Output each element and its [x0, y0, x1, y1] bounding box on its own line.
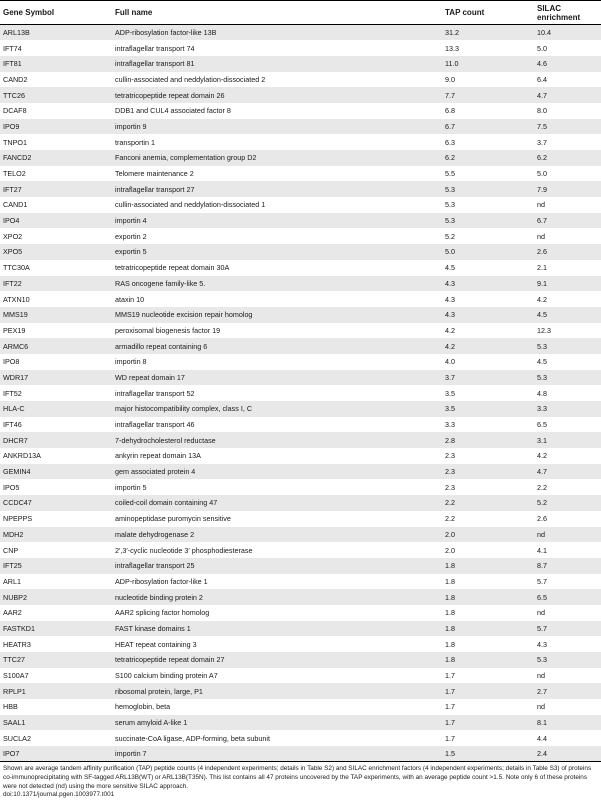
table-row [0, 464, 601, 480]
table-row [0, 542, 601, 558]
tap-count-cell: 1.8 [442, 589, 534, 605]
gene-symbol-cell: NUBP2 [0, 589, 112, 605]
table-row [0, 370, 601, 386]
tap-count-cell: 1.8 [442, 574, 534, 590]
tap-count-cell: 1.7 [442, 715, 534, 731]
table-row [0, 87, 601, 103]
table-header [0, 1, 601, 25]
tap-count-cell: 13.3 [442, 40, 534, 56]
tap-count-cell: 1.7 [442, 730, 534, 746]
silac-enrichment-cell: nd [534, 668, 601, 684]
full-name-cell: importin 5 [112, 479, 442, 495]
tap-count-cell: 6.2 [442, 150, 534, 166]
full-name-cell: intraflagellar transport 52 [112, 385, 442, 401]
full-name-cell: hemoglobin, beta [112, 699, 442, 715]
tap-count-cell: 3.5 [442, 401, 534, 417]
table-row [0, 244, 601, 260]
silac-enrichment-cell: 2.4 [534, 746, 601, 762]
table-row [0, 103, 601, 119]
full-name-cell: tetratricopeptide repeat domain 30A [112, 260, 442, 276]
full-name-cell: importin 9 [112, 119, 442, 135]
tap-count-cell: 2.3 [442, 479, 534, 495]
silac-enrichment-cell: 4.5 [534, 354, 601, 370]
silac-enrichment-cell: 5.3 [534, 652, 601, 668]
silac-enrichment-cell: 5.2 [534, 495, 601, 511]
full-name-cell: S100 calcium binding protein A7 [112, 668, 442, 684]
silac-enrichment-cell: 3.1 [534, 432, 601, 448]
gene-symbol-cell: IPO8 [0, 354, 112, 370]
silac-enrichment-cell: 8.7 [534, 558, 601, 574]
tap-count-cell: 5.5 [442, 166, 534, 182]
table-row [0, 511, 601, 527]
silac-enrichment-cell: 12.3 [534, 323, 601, 339]
table-row [0, 276, 601, 292]
gene-symbol-cell: MDH2 [0, 527, 112, 543]
table-row [0, 621, 601, 637]
gene-symbol-cell: SAAL1 [0, 715, 112, 731]
tap-count-cell: 2.3 [442, 464, 534, 480]
silac-enrichment-cell: 4.2 [534, 448, 601, 464]
table-row [0, 307, 601, 323]
full-name-cell: nucleotide binding protein 2 [112, 589, 442, 605]
full-name-cell: ADP-ribosylation factor-like 13B [112, 25, 442, 41]
table-row [0, 495, 601, 511]
gene-symbol-cell: ARL13B [0, 25, 112, 41]
full-name-cell: importin 4 [112, 213, 442, 229]
tap-count-cell: 2.2 [442, 511, 534, 527]
gene-symbol-cell: IFT27 [0, 181, 112, 197]
tap-count-cell: 11.0 [442, 56, 534, 72]
gene-symbol-cell: FASTKD1 [0, 621, 112, 637]
gene-symbol-cell: XPO2 [0, 228, 112, 244]
table-row [0, 166, 601, 182]
full-name-cell: WD repeat domain 17 [112, 370, 442, 386]
table-row [0, 134, 601, 150]
tap-count-cell: 1.7 [442, 668, 534, 684]
table-row [0, 197, 601, 213]
gene-symbol-cell: CAND1 [0, 197, 112, 213]
tap-count-cell: 1.8 [442, 636, 534, 652]
table-row [0, 401, 601, 417]
silac-enrichment-cell: 5.7 [534, 574, 601, 590]
silac-enrichment-cell: 6.5 [534, 417, 601, 433]
header-full-name: Full name [112, 1, 442, 25]
table-row [0, 385, 601, 401]
full-name-cell: intraflagellar transport 27 [112, 181, 442, 197]
table-row [0, 260, 601, 276]
full-name-cell: intraflagellar transport 25 [112, 558, 442, 574]
silac-enrichment-cell: 3.7 [534, 134, 601, 150]
table-row [0, 150, 601, 166]
tap-count-cell: 1.8 [442, 652, 534, 668]
gene-symbol-cell: HEATR3 [0, 636, 112, 652]
silac-enrichment-cell: 5.3 [534, 370, 601, 386]
silac-enrichment-cell: 2.2 [534, 479, 601, 495]
silac-enrichment-cell: 6.2 [534, 150, 601, 166]
full-name-cell: aminopeptidase puromycin sensitive [112, 511, 442, 527]
gene-symbol-cell: TELO2 [0, 166, 112, 182]
tap-count-cell: 2.8 [442, 432, 534, 448]
full-name-cell: Telomere maintenance 2 [112, 166, 442, 182]
silac-enrichment-cell: 7.5 [534, 119, 601, 135]
tap-count-cell: 2.0 [442, 527, 534, 543]
table-body [0, 25, 601, 762]
silac-enrichment-cell: 4.1 [534, 542, 601, 558]
gene-symbol-cell: AAR2 [0, 605, 112, 621]
silac-enrichment-cell: 9.1 [534, 276, 601, 292]
tap-count-cell: 3.5 [442, 385, 534, 401]
table-row [0, 417, 601, 433]
gene-symbol-cell: WDR17 [0, 370, 112, 386]
tap-count-cell: 4.2 [442, 338, 534, 354]
table-row [0, 338, 601, 354]
full-name-cell: ribosomal protein, large, P1 [112, 683, 442, 699]
footnote-text: Shown are average tandem affinity purification (TAP) peptide counts (4 independent experiments; details in Table S2) and SILAC enrichment factors (4 independent experiments; details in Table S3) of proteins co-immunoprecipitating with SF-tagged ARL13B(WT) or ARL13B(T35N). This list contains all 47 proteins uncovered by the TAP experiments, with an average peptide count >1.5. Note only 6 of these proteins were not detected (nd) using the more sensitive SILAC approach. [3, 765, 592, 790]
header-silac-enrichment: SILAC enrichment [534, 1, 601, 25]
table-row [0, 56, 601, 72]
silac-enrichment-cell: 2.6 [534, 511, 601, 527]
full-name-cell: ataxin 10 [112, 291, 442, 307]
silac-enrichment-cell: 5.0 [534, 40, 601, 56]
gene-symbol-cell: IFT81 [0, 56, 112, 72]
gene-symbol-cell: IFT25 [0, 558, 112, 574]
full-name-cell: armadillo repeat containing 6 [112, 338, 442, 354]
gene-symbol-cell: PEX19 [0, 323, 112, 339]
tap-count-cell: 1.8 [442, 621, 534, 637]
table-row [0, 119, 601, 135]
full-name-cell: DDB1 and CUL4 associated factor 8 [112, 103, 442, 119]
table-row [0, 715, 601, 731]
silac-enrichment-cell: 8.1 [534, 715, 601, 731]
table-row [0, 72, 601, 88]
header-gene-symbol: Gene Symbol [0, 1, 112, 25]
tap-count-cell: 5.3 [442, 181, 534, 197]
tap-count-cell: 5.0 [442, 244, 534, 260]
table-row [0, 40, 601, 56]
header-row [0, 1, 601, 25]
full-name-cell: exportin 2 [112, 228, 442, 244]
gene-symbol-cell: NPEPPS [0, 511, 112, 527]
silac-enrichment-cell: 4.5 [534, 307, 601, 323]
full-name-cell: importin 8 [112, 354, 442, 370]
tap-count-cell: 5.3 [442, 197, 534, 213]
gene-symbol-cell: ANKRD13A [0, 448, 112, 464]
table-footnote [0, 762, 601, 799]
silac-enrichment-cell: nd [534, 605, 601, 621]
table-row [0, 699, 601, 715]
gene-symbol-cell: IFT46 [0, 417, 112, 433]
full-name-cell: malate dehydrogenase 2 [112, 527, 442, 543]
full-name-cell: tetratricopeptide repeat domain 27 [112, 652, 442, 668]
full-name-cell: tetratricopeptide repeat domain 26 [112, 87, 442, 103]
gene-symbol-cell: CAND2 [0, 72, 112, 88]
silac-enrichment-cell: 4.7 [534, 464, 601, 480]
full-name-cell: RAS oncogene family-like 5. [112, 276, 442, 292]
silac-enrichment-cell: nd [534, 228, 601, 244]
table-row [0, 181, 601, 197]
table-row [0, 291, 601, 307]
silac-enrichment-cell: 2.6 [534, 244, 601, 260]
silac-enrichment-cell: 6.5 [534, 589, 601, 605]
full-name-cell: exportin 5 [112, 244, 442, 260]
table-row [0, 683, 601, 699]
tap-count-cell: 5.3 [442, 213, 534, 229]
full-name-cell: peroxisomal biogenesis factor 19 [112, 323, 442, 339]
table-row [0, 323, 601, 339]
table-row [0, 605, 601, 621]
silac-enrichment-cell: 4.8 [534, 385, 601, 401]
gene-symbol-cell: IPO5 [0, 479, 112, 495]
tap-count-cell: 4.3 [442, 291, 534, 307]
gene-symbol-cell: ATXN10 [0, 291, 112, 307]
silac-enrichment-cell: 7.9 [534, 181, 601, 197]
gene-symbol-cell: IFT52 [0, 385, 112, 401]
silac-enrichment-cell: 5.3 [534, 338, 601, 354]
silac-enrichment-cell: 6.4 [534, 72, 601, 88]
silac-enrichment-cell: 2.1 [534, 260, 601, 276]
table-row [0, 448, 601, 464]
full-name-cell: 2′,3′-cyclic nucleotide 3′ phosphodiesterase [112, 542, 442, 558]
full-name-cell: ADP-ribosylation factor-like 1 [112, 574, 442, 590]
tap-count-cell: 31.2 [442, 25, 534, 41]
silac-enrichment-cell: nd [534, 527, 601, 543]
gene-symbol-cell: FANCD2 [0, 150, 112, 166]
gene-symbol-cell: IPO4 [0, 213, 112, 229]
tap-count-cell: 2.0 [442, 542, 534, 558]
silac-enrichment-cell: 10.4 [534, 25, 601, 41]
full-name-cell: AAR2 splicing factor homolog [112, 605, 442, 621]
full-name-cell: cullin-associated and neddylation-dissociated 1 [112, 197, 442, 213]
table-row [0, 527, 601, 543]
silac-enrichment-cell: 5.0 [534, 166, 601, 182]
full-name-cell: intraflagellar transport 81 [112, 56, 442, 72]
gene-symbol-cell: IPO7 [0, 746, 112, 762]
tap-count-cell: 9.0 [442, 72, 534, 88]
tap-count-cell: 1.7 [442, 683, 534, 699]
table-row [0, 228, 601, 244]
silac-enrichment-cell: 6.7 [534, 213, 601, 229]
tap-count-cell: 1.5 [442, 746, 534, 762]
tap-count-cell: 4.5 [442, 260, 534, 276]
gene-symbol-cell: ARMC6 [0, 338, 112, 354]
gene-symbol-cell: IFT22 [0, 276, 112, 292]
silac-enrichment-cell: 8.0 [534, 103, 601, 119]
tap-count-cell: 1.8 [442, 605, 534, 621]
full-name-cell: succinate-CoA ligase, ADP-forming, beta subunit [112, 730, 442, 746]
table-row [0, 668, 601, 684]
gene-symbol-cell: CCDC47 [0, 495, 112, 511]
table-row [0, 589, 601, 605]
doi-text: doi:10.1371/journal.pgen.1003977.t001 [3, 791, 115, 799]
tap-count-cell: 7.7 [442, 87, 534, 103]
gene-symbol-cell: DCAF8 [0, 103, 112, 119]
tap-count-cell: 6.3 [442, 134, 534, 150]
gene-symbol-cell: DHCR7 [0, 432, 112, 448]
full-name-cell: transportin 1 [112, 134, 442, 150]
full-name-cell: FAST kinase domains 1 [112, 621, 442, 637]
full-name-cell: 7-dehydrocholesterol reductase [112, 432, 442, 448]
table-row [0, 636, 601, 652]
tap-count-cell: 4.3 [442, 307, 534, 323]
gene-symbol-cell: ARL1 [0, 574, 112, 590]
table-row [0, 432, 601, 448]
silac-enrichment-cell: 3.3 [534, 401, 601, 417]
tap-count-cell: 2.2 [442, 495, 534, 511]
full-name-cell: intraflagellar transport 46 [112, 417, 442, 433]
table-row [0, 746, 601, 762]
silac-enrichment-cell: 5.7 [534, 621, 601, 637]
table-row [0, 574, 601, 590]
full-name-cell: cullin-associated and neddylation-dissociated 2 [112, 72, 442, 88]
tap-count-cell: 5.2 [442, 228, 534, 244]
gene-symbol-cell: MMS19 [0, 307, 112, 323]
table-row [0, 213, 601, 229]
gene-symbol-cell: RPLP1 [0, 683, 112, 699]
full-name-cell: major histocompatibility complex, class I, C [112, 401, 442, 417]
gene-symbol-cell: IFT74 [0, 40, 112, 56]
gene-symbol-cell: IPO9 [0, 119, 112, 135]
tap-count-cell: 4.2 [442, 323, 534, 339]
tap-count-cell: 1.8 [442, 558, 534, 574]
gene-symbol-cell: TTC26 [0, 87, 112, 103]
gene-symbol-cell: CNP [0, 542, 112, 558]
silac-enrichment-cell: 4.4 [534, 730, 601, 746]
header-tap-count: TAP count [442, 1, 534, 25]
silac-enrichment-cell: 4.6 [534, 56, 601, 72]
full-name-cell: intraflagellar transport 74 [112, 40, 442, 56]
table-row [0, 558, 601, 574]
tap-count-cell: 3.7 [442, 370, 534, 386]
table-row [0, 652, 601, 668]
gene-symbol-cell: TTC30A [0, 260, 112, 276]
full-name-cell: serum amyloid A-like 1 [112, 715, 442, 731]
gene-symbol-cell: GEMIN4 [0, 464, 112, 480]
gene-symbol-cell: SUCLA2 [0, 730, 112, 746]
gene-symbol-cell: S100A7 [0, 668, 112, 684]
tap-count-cell: 2.3 [442, 448, 534, 464]
gene-symbol-cell: XPO5 [0, 244, 112, 260]
full-name-cell: HEAT repeat containing 3 [112, 636, 442, 652]
gene-symbol-cell: TTC27 [0, 652, 112, 668]
tap-count-cell: 4.0 [442, 354, 534, 370]
tap-count-cell: 1.7 [442, 699, 534, 715]
full-name-cell: coiled-coil domain containing 47 [112, 495, 442, 511]
silac-enrichment-cell: 4.3 [534, 636, 601, 652]
silac-enrichment-cell: nd [534, 197, 601, 213]
silac-enrichment-cell: 2.7 [534, 683, 601, 699]
table-row [0, 354, 601, 370]
table-row [0, 25, 601, 41]
tap-count-cell: 3.3 [442, 417, 534, 433]
gene-symbol-cell: TNPO1 [0, 134, 112, 150]
tap-count-cell: 6.8 [442, 103, 534, 119]
table-row [0, 730, 601, 746]
gene-symbol-cell: HBB [0, 699, 112, 715]
gene-symbol-cell: HLA-C [0, 401, 112, 417]
full-name-cell: gem associated protein 4 [112, 464, 442, 480]
silac-enrichment-cell: 4.7 [534, 87, 601, 103]
silac-enrichment-cell: nd [534, 699, 601, 715]
full-name-cell: MMS19 nucleotide excision repair homolog [112, 307, 442, 323]
silac-enrichment-cell: 4.2 [534, 291, 601, 307]
full-name-cell: Fanconi anemia, complementation group D2 [112, 150, 442, 166]
full-name-cell: ankyrin repeat domain 13A [112, 448, 442, 464]
full-name-cell: importin 7 [112, 746, 442, 762]
tap-count-cell: 4.3 [442, 276, 534, 292]
table-row [0, 479, 601, 495]
tap-count-cell: 6.7 [442, 119, 534, 135]
